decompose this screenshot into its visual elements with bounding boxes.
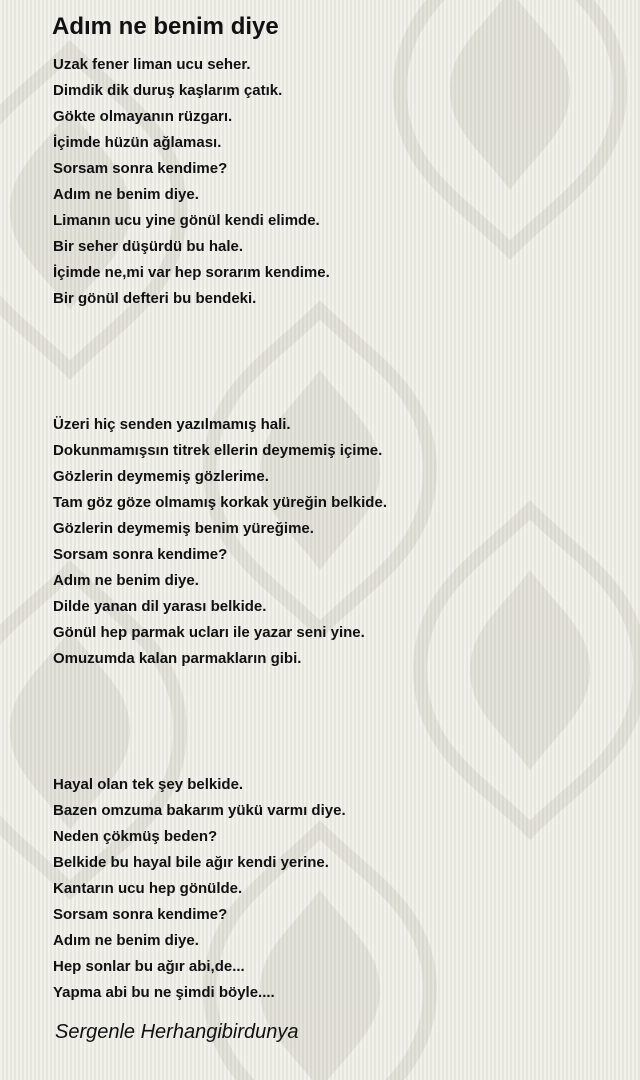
poem-line: Limanın ucu yine gönül kendi elimde. [53,212,320,229]
poem-line: Dokunmamışsın titrek ellerin deymemiş içime. [53,442,383,459]
poem-line: Bir gönül defteri bu bendeki. [53,290,257,307]
poem-line: Kantarın ucu hep gönülde. [53,880,243,897]
poem-line: Üzeri hiç senden yazılmamış hali. [53,416,291,433]
poem-line: Tam göz göze olmamış korkak yüreğin belkide. [53,494,387,511]
poem-line: Bazen omzuma bakarım yükü varmı diye. [53,802,346,819]
poem-line: İçimde hüzün ağlaması. [53,134,222,151]
poem-stanza-1 [53,52,330,312]
poem-stanza-2 [53,412,387,672]
poem-line: Omuzumda kalan parmakların gibi. [53,650,302,667]
poem-author: Sergenle Herhangibirdunya [55,1021,299,1043]
poem-line: Gönül hep parmak ucları ile yazar seni yine. [53,624,365,641]
poem-line: Adım ne benim diye. [53,186,199,203]
poem-line: Dilde yanan dil yarası belkide. [53,598,267,615]
poem-line: Adım ne benim diye. [53,932,199,949]
poem-line: Uzak fener liman ucu seher. [53,56,251,73]
poem-line: Adım ne benim diye. [53,572,199,589]
poem-line: Yapma abi bu ne şimdi böyle.... [53,984,275,1001]
poem-line: Neden çökmüş beden? [53,828,218,845]
poem-line: Bir seher düşürdü bu hale. [53,238,244,255]
poem-line: Sorsam sonra kendime? [53,906,228,923]
poem-line: Dimdik dik duruş kaşlarım çatık. [53,82,283,99]
poem-line: İçimde ne,mi var hep sorarım kendime. [53,264,330,281]
poem-line: Gözlerin deymemiş benim yüreğime. [53,520,314,537]
poem-stanza-3 [53,772,346,1006]
poem-title: Adım ne benim diye [52,13,279,40]
poem-line: Gözlerin deymemiş gözlerime. [53,468,269,485]
poem-line: Belkide bu hayal bile ağır kendi yerine. [53,854,329,871]
poem-line: Sorsam sonra kendime? [53,160,228,177]
poem-line: Hayal olan tek şey belkide. [53,776,244,793]
poem-line: Hep sonlar bu ağır abi,de... [53,958,245,975]
poem-line: Sorsam sonra kendime? [53,546,228,563]
poem-line: Gökte olmayanın rüzgarı. [53,108,233,125]
